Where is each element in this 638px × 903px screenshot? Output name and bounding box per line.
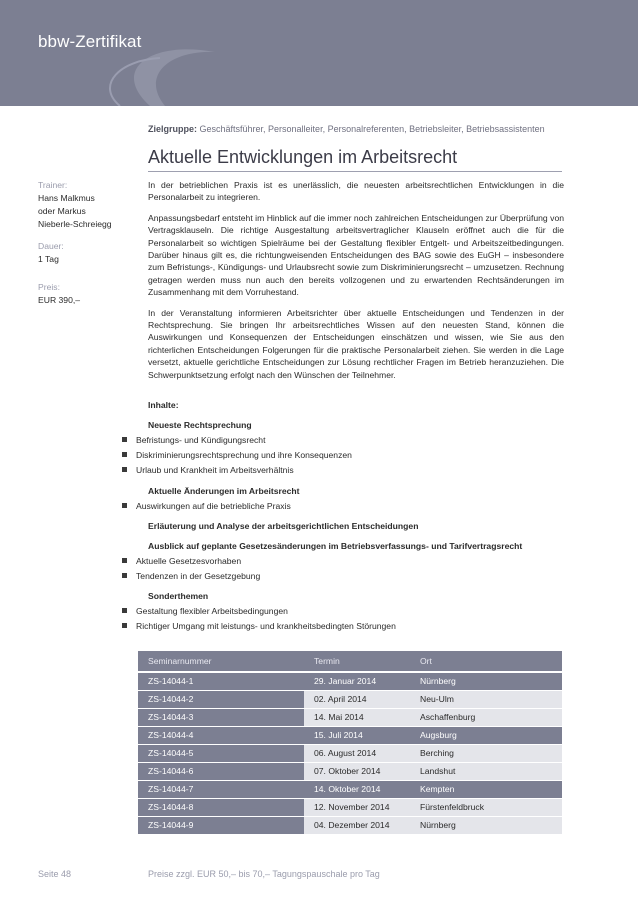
table-row <box>138 763 562 780</box>
seminar-date: 04. Dezember 2014 <box>314 820 390 830</box>
brand-label: bbw-Zertifikat <box>38 32 142 51</box>
bullet-text: Gestaltung flexibler Arbeitsbedingungen <box>136 606 288 616</box>
bullet-text: Befristungs- und Kündigungsrecht <box>136 435 266 445</box>
seminar-location: Aschaffenburg <box>420 712 476 722</box>
page-title: Aktuelle Entwicklungen im Arbeitsrecht <box>148 147 458 167</box>
table-row <box>138 781 562 798</box>
intro-paragraph: Anpassungsbedarf entsteht im Hinblick auf die immer noch zahlreichen Entscheidungen zur Überprüfung von Vertragsklauseln. Die richtige Ausgestaltung arbeitsvertraglicher Klauseln eröffnet auch die für die Personalarbeit so wichtigen Spielräume bei der Gestaltung flexibler Entgelt- und Arbeitszeitbedingungen. Darüber hinaus gilt es, die richtungweisenden Entscheidungen des BAG sowie des EuGH – insbesondere zum Befristungs-, Kündigungs- und Urlaubsrecht sowie zum Diskriminierungsrecht – umzusetzen. Rechnung getragen werden muss nun auch den bereits vollzogenen und zu erwartenden Rechtsänderungen im Zusammenhang mit dem Vorruhestand. <box>148 212 564 298</box>
bullet-item <box>122 556 241 566</box>
bullet-square-icon <box>122 503 127 508</box>
bullet-item <box>122 571 260 581</box>
bullet-text: Auswirkungen auf die betriebliche Praxis <box>136 501 291 511</box>
zielgruppe-label: Zielgruppe: <box>148 124 197 134</box>
preis-label: Preis: <box>38 282 60 292</box>
column-header: Ort <box>420 656 432 666</box>
seminar-number: ZS-14044-9 <box>138 817 304 834</box>
seminar-number: ZS-14044-2 <box>138 691 304 708</box>
seminar-number: ZS-14044-4 <box>148 730 194 740</box>
section-title: Sonderthemen <box>148 591 209 601</box>
title-divider <box>148 171 562 172</box>
section-title: Neueste Rechtsprechung <box>148 420 252 430</box>
bullet-square-icon <box>122 573 127 578</box>
seminar-date: 07. Oktober 2014 <box>314 766 381 776</box>
seminar-date: 06. August 2014 <box>314 748 377 758</box>
seminar-date: 15. Juli 2014 <box>314 730 363 740</box>
section-title: Erläuterung und Analyse der arbeitsgerichtlichen Entscheidungen <box>148 521 419 531</box>
seminar-location: Augsburg <box>420 730 457 740</box>
dauer-label: Dauer: <box>38 241 64 251</box>
bullet-text: Diskriminierungsrechtsprechung und ihre Konsequenzen <box>136 450 352 460</box>
seminar-location: Berching <box>420 748 454 758</box>
bullet-text: Aktuelle Gesetzesvorhaben <box>136 556 242 566</box>
table-row <box>138 727 562 744</box>
seminar-date: 14. Mai 2014 <box>314 712 364 722</box>
bullet-square-icon <box>122 608 127 613</box>
table-row <box>138 745 562 762</box>
intro-paragraph: In der betrieblichen Praxis ist es unerlässlich, die neuesten arbeitsrechtlichen Entwicklungen in die Personalarbeit zu integrieren. <box>148 180 564 203</box>
bullet-item <box>122 450 352 460</box>
seminar-table <box>138 651 562 835</box>
intro-paragraph: In der Veranstaltung informieren Arbeitsrichter über aktuelle Entscheidungen und Tendenzen in der Rechtsprechung. Sie bringen Ihr arbeitsrechtliches Wissen auf den neuesten Stand, können die Auswirkungen und Konsequenzen der Entscheidungen einschätzen und wissen, wie Sie aus den richterlichen Entscheidungen Folgerungen für die praktische Personalarbeit ziehen. Sie werden in die Lage versetzt, aktuelle gerichtliche Entscheidungen zur Lösung rechtlicher Fragen im Betrieb heranzuziehen. Die Schwerpunktsetzung erfolgt nach den Wünschen der Teilnehmer. <box>148 307 564 380</box>
bullet-square-icon <box>122 452 127 457</box>
seminar-location: Kempten <box>420 784 455 794</box>
bullet-square-icon <box>122 558 127 563</box>
seminar-number: ZS-14044-8 <box>138 799 304 816</box>
table-row <box>138 799 562 816</box>
seminar-number: ZS-14044-5 <box>138 745 304 762</box>
bullet-square-icon <box>122 467 127 472</box>
seminar-number: ZS-14044-6 <box>138 763 304 780</box>
price-note: Preise zzgl. EUR 50,– bis 70,– Tagungspauschale pro Tag <box>148 869 380 879</box>
bullet-item <box>122 621 396 631</box>
zielgruppe-text: Geschäftsführer, Personalleiter, Personalreferenten, Betriebsleiter, Betriebsassistenten <box>197 124 545 134</box>
header-swoosh-graphic <box>0 0 638 106</box>
bullet-item <box>122 465 294 475</box>
section-title: Ausblick auf geplante Gesetzesänderungen im Betriebsverfassungs- und Tarifvertragsrecht <box>148 541 523 551</box>
trainer-name: Hans Malkmus <box>38 193 95 203</box>
dauer-block <box>38 240 138 266</box>
seminar-date: 29. Januar 2014 <box>314 676 377 686</box>
bullet-text: Tendenzen in der Gesetzgebung <box>136 571 261 581</box>
section-title: Aktuelle Änderungen im Arbeitsrecht <box>148 486 300 496</box>
preis-value: EUR 390,– <box>38 295 81 305</box>
bullet-square-icon <box>122 437 127 442</box>
table-row <box>138 673 562 690</box>
bullet-text: Richtiger Umgang mit leistungs- und krankheitsbedingten Störungen <box>136 621 396 631</box>
bullet-item <box>122 435 265 445</box>
seminar-location: Fürstenfeldbruck <box>420 802 485 812</box>
trainer-label: Trainer: <box>38 180 68 190</box>
seminar-number: ZS-14044-7 <box>148 784 194 794</box>
dauer-value: 1 Tag <box>38 254 59 264</box>
table-row <box>138 691 562 708</box>
seminar-date: 12. November 2014 <box>314 802 390 812</box>
column-header: Termin <box>314 656 340 666</box>
trainer-name: oder Markus <box>38 206 86 216</box>
seminar-date: 02. April 2014 <box>314 694 367 704</box>
bullet-square-icon <box>122 623 127 628</box>
zielgruppe <box>148 124 545 134</box>
inhalte-heading: Inhalte: <box>148 400 179 410</box>
preis-block <box>38 281 138 307</box>
intro-text <box>148 179 564 389</box>
table-header-row <box>138 651 562 671</box>
seminar-number: ZS-14044-1 <box>148 676 194 686</box>
table-row <box>138 709 562 726</box>
header-band <box>0 0 638 106</box>
seminar-location: Neu-Ulm <box>420 694 454 704</box>
seminar-number: ZS-14044-3 <box>138 709 304 726</box>
page-number: Seite 48 <box>38 869 72 879</box>
trainer-name: Nieberle-Schreiegg <box>38 219 112 229</box>
trainer-block <box>38 179 138 231</box>
seminar-date: 14. Oktober 2014 <box>314 784 381 794</box>
bullet-item <box>122 606 288 616</box>
column-header: Seminarnummer <box>148 656 212 666</box>
seminar-location: Nürnberg <box>420 676 456 686</box>
bullet-text: Urlaub und Krankheit im Arbeitsverhältnis <box>136 465 294 475</box>
seminar-location: Nürnberg <box>420 820 456 830</box>
table-row <box>138 817 562 834</box>
seminar-location: Landshut <box>420 766 456 776</box>
bullet-item <box>122 501 291 511</box>
